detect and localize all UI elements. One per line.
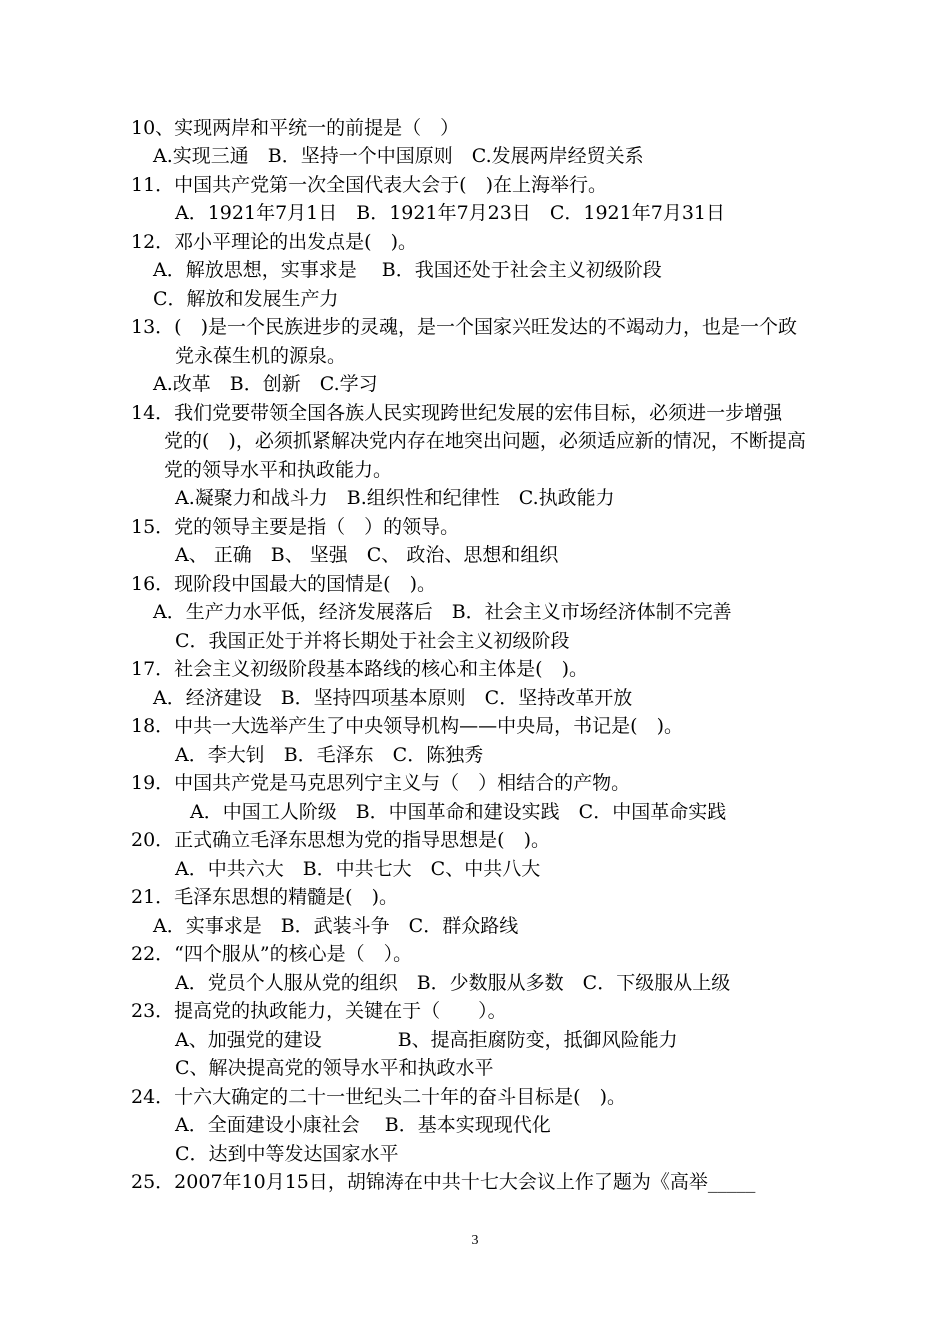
- question-14: 14．我们党要带领全国各族人民实现跨世纪发展的宏伟目标，必须进一步增强: [131, 402, 783, 424]
- question-21: 21．毛泽东思想的精髓是( )。: [131, 886, 399, 908]
- question-10-options: A.实现三通 B．坚持一个中国原则 C.发展两岸经贸关系: [153, 145, 644, 167]
- question-15-options: A、 正确 B、 坚强 C、 政治、思想和组织: [175, 544, 559, 566]
- question-21-options: A．实事求是 B．武装斗争 C．群众路线: [153, 915, 519, 937]
- question-22-options: A．党员个人服从党的组织 B．少数服从多数 C．下级服从上级: [175, 972, 731, 994]
- question-24-options-a: A．全面建设小康社会 B．基本实现现代化: [175, 1114, 551, 1136]
- question-16: 16．现阶段中国最大的国情是( )。: [131, 573, 437, 595]
- question-23: 23．提高党的执政能力，关键在于（ ）。: [131, 1000, 507, 1022]
- question-18-options: A．李大钊 B．毛泽东 C．陈独秀: [175, 744, 484, 766]
- question-24-options-b: C．达到中等发达国家水平: [175, 1143, 399, 1165]
- question-24: 24．十六大确定的二十一世纪头二十年的奋斗目标是( )。: [131, 1086, 627, 1108]
- question-12: 12．邓小平理论的出发点是( )。: [131, 231, 418, 253]
- question-15: 15．党的领导主要是指（ ）的领导。: [131, 516, 460, 538]
- question-19-options: A．中国工人阶级 B．中国革命和建设实践 C．中国革命实践: [190, 801, 727, 823]
- question-11: 11．中国共产党第一次全国代表大会于( )在上海举行。: [131, 174, 608, 196]
- question-16-options-a: A．生产力水平低，经济发展落后 B．社会主义市场经济体制不完善: [153, 601, 732, 623]
- question-19: 19．中国共产党是马克思列宁主义与（ ）相结合的产物。: [131, 772, 631, 794]
- question-12-options-a: A．解放思想，实事求是 B．我国还处于社会主义初级阶段: [153, 259, 662, 281]
- question-13-options: A.改革 B．创新 C.学习: [153, 373, 378, 395]
- question-20-options: A．中共六大 B．中共七大 C、中共八大: [175, 858, 541, 880]
- question-14-options: A.凝聚力和战斗力 B.组织性和纪律性 C.执政能力: [175, 487, 615, 509]
- question-17: 17．社会主义初级阶段基本路线的核心和主体是( )。: [131, 658, 589, 680]
- question-23-options-a: A、加强党的建设 B、提高拒腐防变，抵御风险能力: [175, 1029, 678, 1051]
- page-number: 3: [471, 1233, 479, 1248]
- question-13-cont: 党永葆生机的源泉。: [175, 345, 347, 367]
- question-10: 10、实现两岸和平统一的前提是（ ）: [131, 117, 460, 139]
- question-18: 18．中共一大选举产生了中央领导机构——中央局，书记是( )。: [131, 715, 684, 737]
- question-13: 13．( )是一个民族进步的灵魂，是一个国家兴旺发达的不竭动力，也是一个政: [131, 316, 798, 338]
- question-22: 22．“四个服从”的核心是（ ）。: [131, 943, 413, 965]
- question-20: 20．正式确立毛泽东思想为党的指导思想是( )。: [131, 829, 551, 851]
- question-12-options-b: C．解放和发展生产力: [153, 288, 339, 310]
- question-25: 25．2007年10月15日，胡锦涛在中共十七大会议上作了题为《高举_____: [131, 1171, 756, 1193]
- question-11-options: A．1921年7月1日 B．1921年7月23日 C．1921年7月31日: [175, 202, 725, 224]
- question-14-cont-2: 党的领导水平和执政能力。: [164, 459, 393, 481]
- question-16-options-b: C．我国正处于并将长期处于社会主义初级阶段: [175, 630, 570, 652]
- question-14-cont-1: 党的( )，必须抓紧解决党内存在地突出问题，必须适应新的情况，不断提高: [164, 430, 806, 452]
- question-17-options: A．经济建设 B．坚持四项基本原则 C．坚持改革开放: [153, 687, 633, 709]
- question-23-options-b: C、解决提高党的领导水平和执政水平: [175, 1057, 494, 1079]
